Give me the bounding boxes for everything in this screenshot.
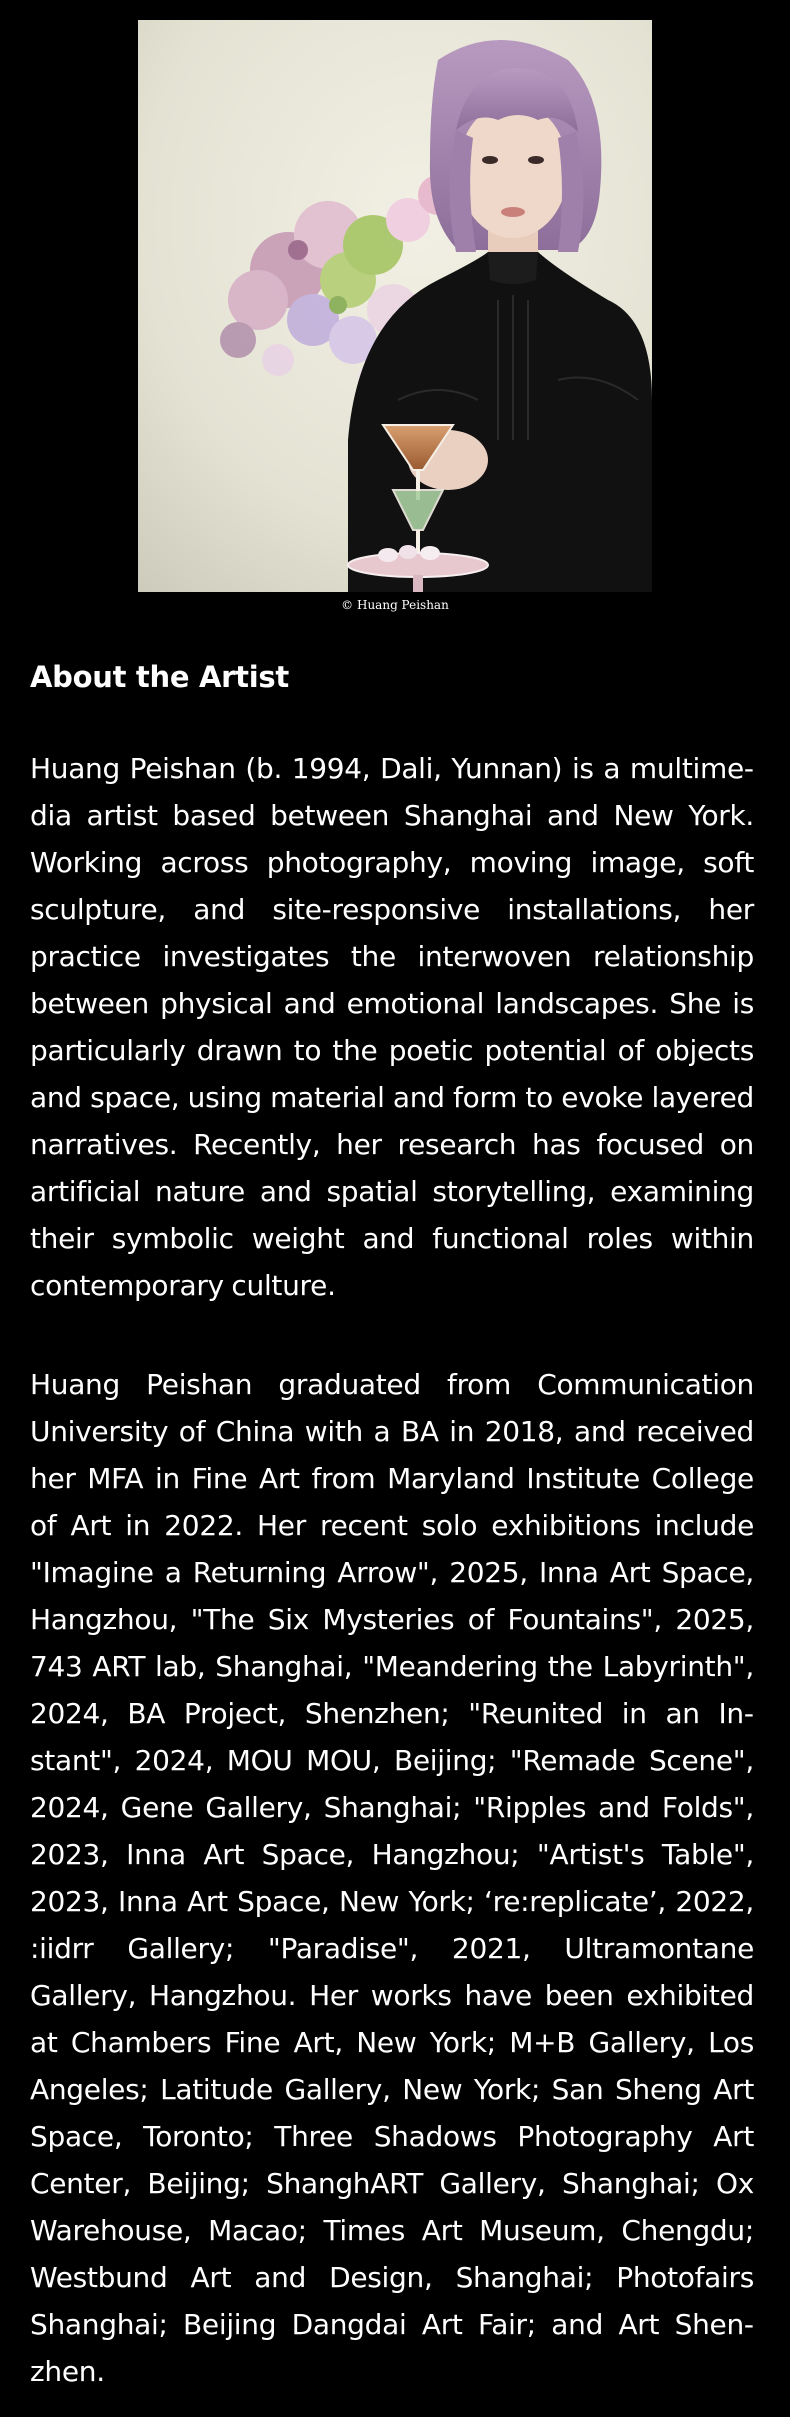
bio-paragraph-intro: Huang Peishan (b. 1994, Dali, Yunnan) is a multimedia artist based between Shanghai and New York. Working across photography, moving image, soft sculpture, and site-responsive installations, her practice investigates the interwoven relationship between physical and emotional landscapes. She is particularly drawn to the poetic potential of objects and space, using material and form to evoke layered narratives. Recently, her research has focused on artificial nature and spatial storytelling, examining their symbolic weight and functional roles within contemporary culture. [30, 752, 754, 1302]
artist-portrait-photo [138, 20, 652, 592]
bio-paragraph-exhibitions: Huang Peishan graduated from Communication University of China with a BA in 2018, and received her MFA in Fine Art from Maryland Institute College of Art in 2022. Her recent solo exhibitions include "Imagine a Returning Arrow", 2025, Inna Art Space, Hangzhou, "The Six Mysteries of Fountains", 2025, 743 ART lab, Shanghai, "Meandering the Labyrinth", 2024, BA Project, Shenzhen; "Reunited in an Instant", 2024, MOU MOU, Beijing; "Remade Scene", 2024, Gene Gallery, Shanghai; "Ripples and Folds", 2023, Inna Art Space, Hangzhou; "Artist's Table", 2023, Inna Art Space, New York; ‘re:replicate’, 2022, :iidrr Gallery; "Paradise", 2021, Ultramontane Gallery, Hangzhou. Her works have been exhibited at Chambers Fine Art, New York; M+B Gallery, Los Angeles; Latitude Gallery, New York; San Sheng Art Space, Toronto; Three Shadows Photography Art Center, Beijing; ShanghART Gallery, Shanghai; Ox Warehouse, Macao; Times Art Museum, Chengdu; Westbund Art and Design, Shanghai; Photofairs Shanghai; Beijing Dangdai Art Fair; and Art Shenzhen. [30, 1368, 754, 2388]
about-artist-heading: About the Artist [30, 660, 289, 694]
photo-caption: © Huang Peishan [341, 598, 449, 612]
